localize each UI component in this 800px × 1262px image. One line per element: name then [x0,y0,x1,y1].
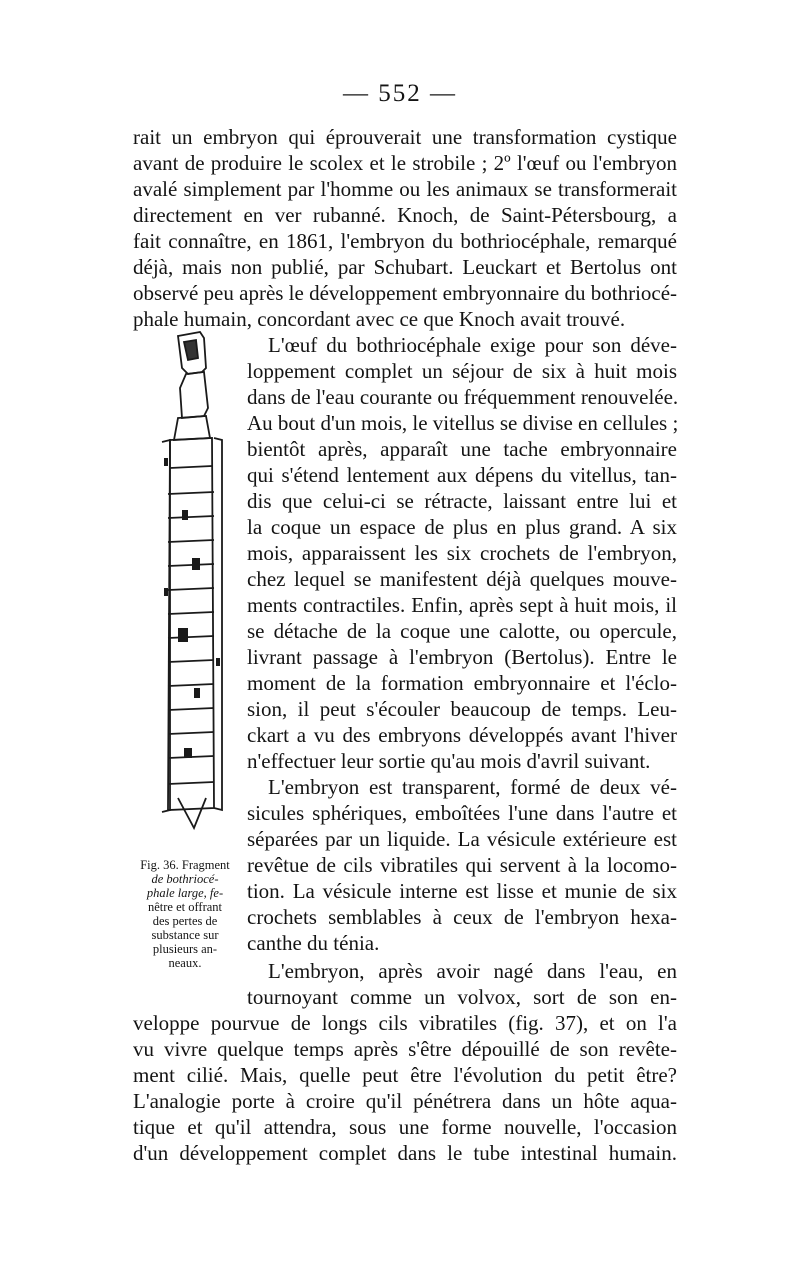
text-line: canthe du ténia. [247,931,380,955]
text-line: directement en ver rubanné. Knoch, de Saint-Pétersbourg, a [133,203,677,227]
text-line: loppement complet un séjour de six à huit mois [247,359,677,383]
caption-label: Fig. 36. Fragment [140,858,230,872]
caption-line: neaux. [168,956,202,970]
text-line: phale humain, concordant avec ce que Knoch avait trouvé. [133,307,626,331]
text-line: sion, il peut s'écouler beaucoup de temps. Leu- [247,697,677,721]
text-line: la coque un espace de plus en plus grand. A six [247,515,677,539]
caption-line: substance sur [151,928,219,942]
tapeworm-fragment-figure [148,328,248,858]
text-line: livrant passage à l'embryon (Bertolus). Entre le [247,645,677,669]
text-line: rait un embryon qui éprouverait une transformation cystique [133,125,677,149]
text-line: L'embryon, après avoir nagé dans l'eau, en [268,959,677,983]
text-line: sicules sphériques, emboîtées l'une dans l'autre et [247,801,677,825]
text-line: qui s'étend lentement aux dépens du vitellus, tan- [247,463,677,487]
text-line: tournoyant comme un volvox, sort de son en- [247,985,677,1009]
text-line: L'œuf du bothriocéphale exige pour son déve- [268,333,677,357]
text-line: dis que celui-ci se rétracte, laissant entre lui et [247,489,677,513]
text-line: n'effectuer leur sortie qu'au mois d'avril suivant. [247,749,651,773]
caption-line: de bothriocé- [151,872,219,886]
caption-line: plusieurs an- [152,942,218,956]
text-line: dans de l'eau courante ou fréquemment renouvelée. [247,385,679,409]
text-line: chez lequel se manifestent déjà quelques mouve- [247,567,677,591]
caption-line: nêtre et offrant [147,900,223,914]
caption-line: phale large, fe- [146,886,224,900]
text-line: tion. La vésicule interne est lisse et munie de six [247,879,677,903]
text-line: avalé simplement par l'homme ou les animaux se transformerait [133,177,677,201]
text-line: veloppe pourvue de longs cils vibratiles (fig. 37), et on l'a [133,1011,677,1035]
text-line: d'un développement complet dans le tube intestinal humain. [133,1141,677,1165]
text-line: moment de la formation embryonnaire et l'éclo- [247,671,677,695]
text-line: revêtue de cils vibratiles qui servent à la locomo- [247,853,677,877]
text-line: avant de produire le scolex et le strobile ; 2º l'œuf ou l'embryon [133,151,677,175]
figure-caption [128,858,242,970]
text-line: L'embryon est transparent, formé de deux vé- [268,775,677,799]
text-line: ckart a vu des embryons développés avant l'hiver [247,723,677,747]
text-line: séparées par un liquide. La vésicule extérieure est [247,827,677,851]
text-line: Au bout d'un mois, le vitellus se divise en cellules ; [247,411,679,435]
text-line: mois, apparaissent les six crochets de l'embryon, [247,541,677,565]
text-line: vu vivre quelque temps après s'être dépouillé de son revête- [133,1037,677,1061]
text-line: bientôt après, apparaît une tache embryonnaire [247,437,677,461]
text-line: fait connaître, en 1861, l'embryon du bothriocéphale, remarqué [133,229,677,253]
text-line: déjà, mais non publié, par Schubart. Leuckart et Bertolus ont [133,255,677,279]
text-line: L'analogie porte à croire qu'il pénétrera dans un hôte aqua- [133,1089,677,1113]
text-line: observé peu après le développement embryonnaire du bothriocé- [133,281,678,305]
text-line: ment cilié. Mais, quelle peut être l'évolution du petit être? [133,1063,677,1087]
text-line: ments contractiles. Enfin, après sept à huit mois, il [247,593,677,617]
text-line: tique et qu'il attendra, sous une forme nouvelle, l'occasion [133,1115,677,1139]
text-line: crochets semblables à ceux de l'embryon hexa- [247,905,677,929]
text-line: se détache de la coque une calotte, ou opercule, [247,619,677,643]
page-number: — 552 — [343,80,457,107]
caption-line: des pertes de [152,914,218,928]
